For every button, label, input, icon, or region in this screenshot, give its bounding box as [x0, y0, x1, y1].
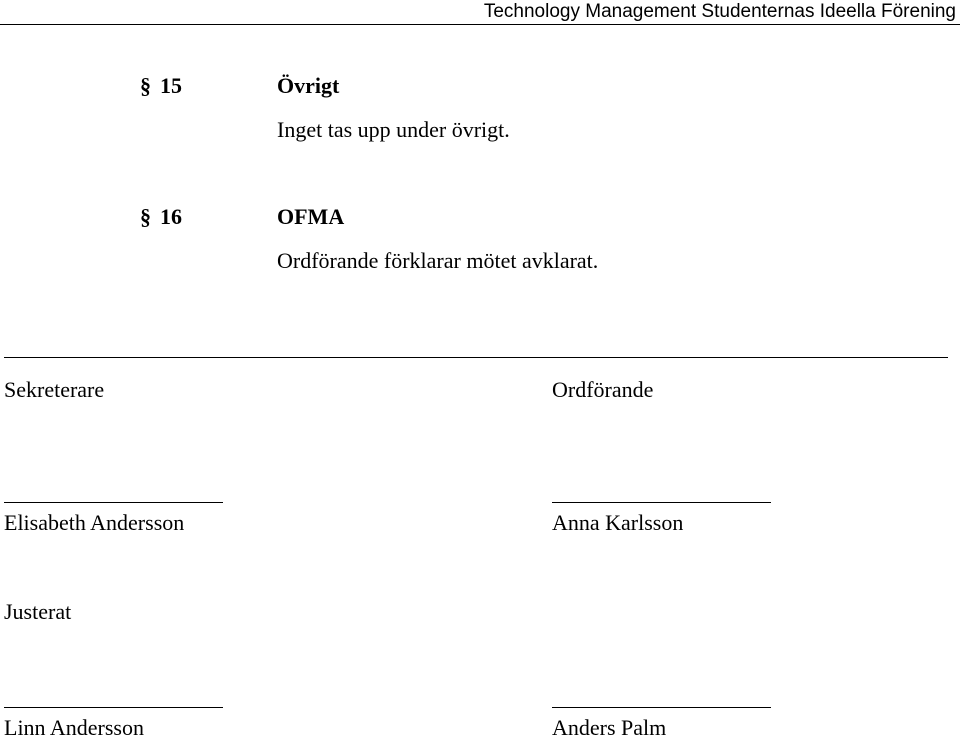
section-15-symbol: §: [140, 73, 151, 98]
adjuster-2-signature-line: [552, 707, 771, 708]
adjuster-1-name: Linn Andersson: [4, 715, 144, 740]
adjuster-2-name: Anders Palm: [552, 715, 667, 740]
section-16-body: Ordförande förklarar mötet avklarat.: [277, 248, 599, 273]
section-16-title: OFMA: [277, 204, 345, 229]
secretary-name: Elisabeth Andersson: [4, 510, 185, 535]
header-divider: [0, 24, 960, 25]
page-header: Technology Management Studenternas Ideella Förening: [483, 1, 956, 22]
section-16-symbol: §: [140, 204, 151, 229]
chair-signature-line: [552, 502, 771, 503]
adjuster-1-signature-line: [4, 707, 223, 708]
section-15-body: Inget tas upp under övrigt.: [277, 117, 510, 142]
chair-role: Ordförande: [552, 377, 654, 402]
role-rule: [4, 357, 948, 358]
secretary-role: Sekreterare: [4, 377, 105, 402]
section-15-title: Övrigt: [277, 73, 340, 98]
section-15-number: 15: [160, 73, 182, 98]
secretary-signature-line: [4, 502, 223, 503]
section-16-number: 16: [160, 204, 182, 229]
chair-name: Anna Karlsson: [552, 510, 684, 535]
adjusted-label: Justerat: [4, 599, 72, 624]
